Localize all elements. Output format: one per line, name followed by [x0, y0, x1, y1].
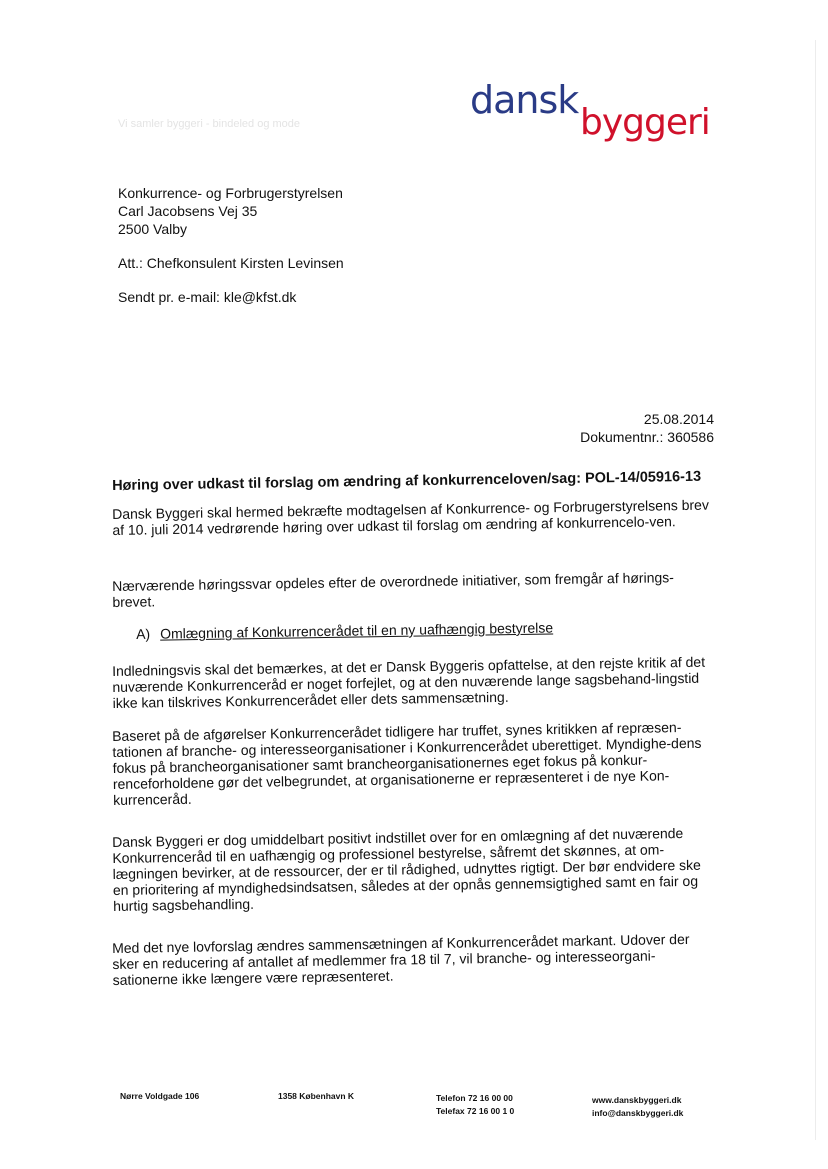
logo-word-dansk: dansk [470, 78, 579, 122]
section-a-title: Omlægning af Konkurrencerådet til en ny uafhængig bestyrelse [159, 619, 554, 642]
sent-by-email-line: Sendt pr. e-mail: kle@kfst.dk [118, 289, 297, 305]
footer-web-email [592, 1094, 683, 1120]
footer-website: www.danskbyggeri.dk [592, 1095, 682, 1105]
paragraph-representation: Baseret på de afgørelser Konkurrencerådet tidligere har truffet, synes kritikken af repræsen-tationen af branche- og interesseorganisationer i Konkurrencerådet uberettiget. Myndighe-dens fokus på brancheorganisationer samt brancheorganisationernes eget fokus på konkur-renceforholdene gør det velbegrundet, at organisationerne er repræsenteret i de nye Kon-kurrenceråd. [112, 719, 702, 808]
attention-line: Att.: Chefkonsulent Kirsten Levinsen [118, 255, 344, 271]
paragraph-acknowledgement: Dansk Byggeri skal hermed bekræfte modtagelsen af Konkurrence- og Forbrugerstyrelsens brev af 10. juli 2014 vedrørende høring over udkast til forslag om ændring af konkurrencelo-ven. [112, 496, 710, 538]
faded-tagline: Vi samler byggeri - bindeled og mode [118, 118, 301, 130]
paragraph-new-composition: Med det nye lovforslag ændres sammensætningen af Konkurrencerådet markant. Udover der sker en reducering af antallet af medlemmer fra 18 til 7, vil branche- og interesseorgani-sationerne ikke længere være repræsenteret. [112, 930, 690, 988]
scan-edge-line [815, 40, 816, 1140]
date-block [580, 410, 714, 446]
recipient-street: Carl Jacobsens Vej 35 [118, 203, 258, 219]
paragraph-intro-critique: Indledningsvis skal det bemærkes, at det er Dansk Byggeris opfattelse, at den rejste kritik af det nuværende Konkurrenceråd er noget forfejlet, og at den nuværende lange sagsbehand-lingstid ikke kan tilskrives Konkurrencerådet eller dets sammensætning. [112, 653, 706, 711]
paragraph-positive-stance: Dansk Byggeri er dog umiddelbart positivt indstillet over for en omlægning af det nuværende Konkurrenceråd til en uafhængig og professionel bestyrelse, såfremt det skønnes, at om-lægningen bevirker, at de ressourcer, der er til rådighed, udnyttes rigtigt. Der bør endvidere ske en prioritering af myndighedsindsatsen, således at der opnås gennemsigtighed samt en fair og hurtig sagsbehandling. [112, 825, 701, 914]
logo-word-byggeri: byggeri [580, 102, 710, 143]
recipient-city: 2500 Valby [118, 221, 188, 237]
footer-phone: Telefon 72 16 00 00 [436, 1093, 513, 1103]
footer-city: 1358 København K [278, 1091, 355, 1101]
document-number: Dokumentnr.: 360586 [580, 429, 714, 445]
dansk-byggeri-logo [470, 78, 720, 143]
footer-email: info@danskbyggeri.dk [592, 1108, 684, 1118]
footer-street: Nørre Voldgade 106 [120, 1091, 200, 1101]
subject-heading: Høring over udkast til forslag om ændring af konkurrenceloven/sag: POL-14/05916-13 [112, 468, 702, 494]
section-a-heading [136, 619, 553, 642]
section-a-marker: A) [136, 625, 151, 642]
footer-contact-phone [436, 1092, 514, 1118]
paragraph-structure: Nærværende høringssvar opdeles efter de overordnede initiativer, som fremgår af hørings-brevet. [112, 569, 674, 610]
letter-date: 25.08.2014 [643, 411, 714, 427]
footer-fax: Telefax 72 16 00 1 0 [436, 1106, 515, 1116]
recipient-name: Konkurrence- og Forbrugerstyrelsen [118, 185, 343, 201]
